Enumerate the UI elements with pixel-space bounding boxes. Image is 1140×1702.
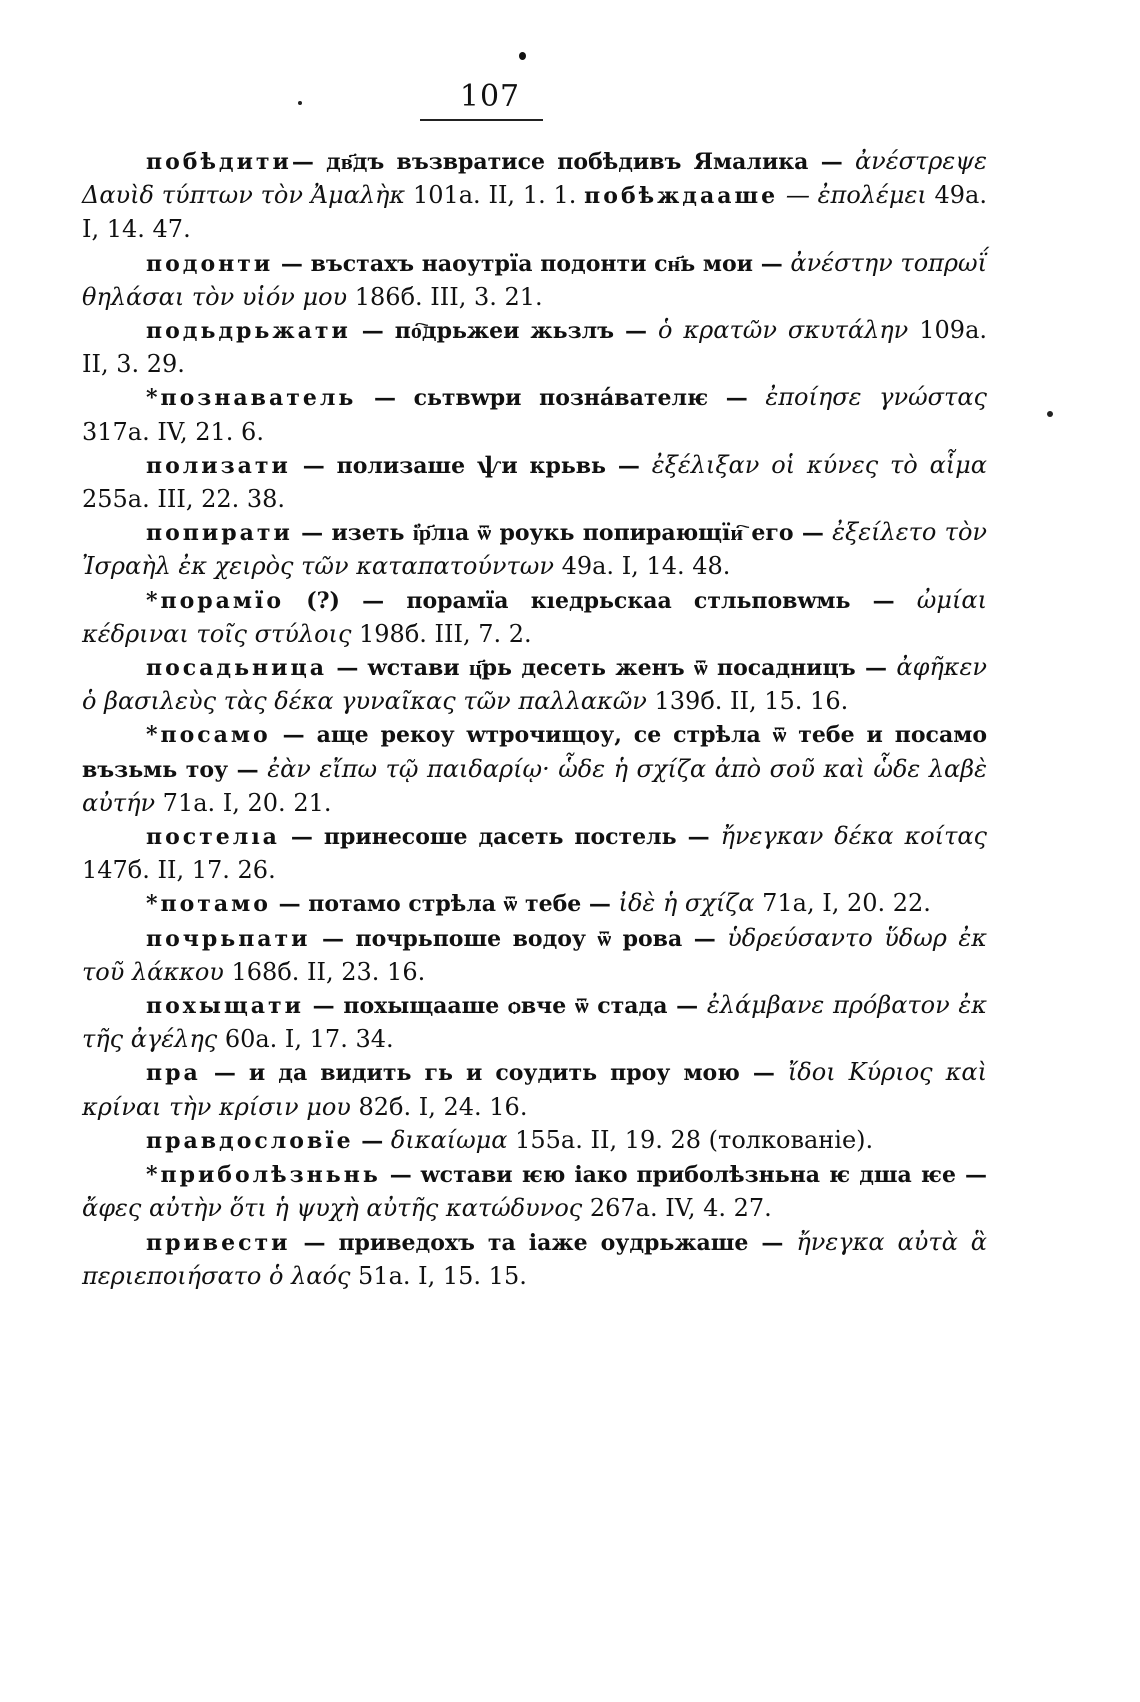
dictionary-entry [82,145,987,247]
greek-quote: ὠμίαι κέδριναι τοῖς στύλοις [82,585,988,648]
slavonic-quote: — приведохъ та іаже оудрьжаше — [290,1229,784,1256]
slavonic-quote: — по҇дрьжеи жьзлъ — [350,318,648,345]
reference: 198б. III, 7. 2. [351,619,532,648]
greek-quote: ἐλάμβανε πρόβατον ἐκ τῆς ἀγέλης [82,991,988,1054]
slavonic-quote: — полизаше ѱи крьвь — [290,452,640,479]
reference: 60а. I, 17. 34. [217,1025,394,1054]
dictionary-entry [82,1158,987,1225]
greek-quote: ἰδὲ ἡ σχίζα [610,889,755,918]
margin-mark-dot [1047,411,1053,417]
reference-secondary: 49а. I, 14. 47. [82,181,987,244]
greek-quote: ὑδρεύσαντο ὕδωρ ἐκ τοῦ λάκκου [82,923,987,986]
slavonic-quote: — [353,1127,384,1154]
headword: подьдрьжати [146,318,351,345]
reference: 168б. II, 23. 16. [223,957,426,986]
slavonic-quote: — похыщааше ѻвче ѿ стада — [303,993,699,1020]
reference: 71а, I, 20. 22. [754,889,931,918]
greek-quote: ἀνέστρεψε Δαυὶδ τύπτων τὸν Ἀμαλὴκ [82,147,987,210]
headword: *порамїо [146,587,285,614]
greek-quote: ἀφῆκεν ὁ βασιλεὺς τὰς δέκα γυναῖκας τῶν παλλακῶν [82,653,987,716]
dictionary-entry [82,449,987,516]
headword: полизати [146,452,291,479]
page-number: 107 [459,79,521,114]
headword: попирати [146,520,293,547]
dictionary-entry [82,381,987,448]
page-number-rule [420,119,543,121]
slavonic-quote: (?) — порамїа кıедрьскаа стльповwмь — [284,587,895,614]
dictionary-entry [82,651,987,718]
slavonic-quote: — почрьпоше водоу ѿ рова — [310,925,716,952]
headword: *потамо [146,891,271,918]
reference: 186б. III, 3. 21. [347,282,543,311]
dictionary-entry [82,516,987,583]
slavonic-quote: — въстахъ наоутрїа подонти сн҃ь мои — [273,250,783,277]
slavonic-quote: — аще рекоу wтрочищоу, се стрѣла ѿ тебе и посамо възьмь тоу — [82,722,987,783]
headword: почрьпати [146,925,311,952]
slavonic-quote: — дв҃дъ възвратисе побѣдивъ Ямалика — [291,149,843,175]
dictionary-entry [82,247,987,314]
slavonic-quote: — потамо стрѣла ѿ тебе — [270,891,611,918]
headword: *приболѣзньнь [146,1162,381,1189]
greek-quote: ἐξέλιξαν οἱ κύνες τὸ αἷμα [639,450,987,479]
headword-secondary: побѣждааше [584,183,779,210]
dictionary-entry [82,718,987,820]
headword: похыщати [146,993,304,1020]
dictionary-entries [82,145,987,1293]
dictionary-entry [82,1124,987,1158]
greek-quote: ἤνεγκα αὐτὰ ἃ περιεποιήσατο ὁ λαός [82,1227,987,1290]
headword: *познаватель [146,385,357,412]
printer-mark-dot-small [298,101,302,105]
dictionary-entry [82,887,987,921]
greek-quote: ἐποίησε γνώστας [747,383,987,412]
greek-quote: ἤνεγκαν δέκα κοίτας [709,822,987,851]
reference: 109а. II, 3. 29. [82,316,988,379]
dictionary-entry [82,989,987,1056]
dictionary-entry [82,820,987,887]
slavonic-quote: — и да видить гь и соудить проу мою — [200,1060,775,1087]
reference: 267а. IV, 4. 27. [582,1194,772,1223]
slavonic-quote: — изеть і҆р҃лıа ѿ роукь попирающїи҇ его — [292,520,824,547]
greek-quote: ἄφες αὐτὴν ὅτι ἡ ψυχὴ αὐτῆς κατώδυνος [82,1194,583,1223]
headword: *посамо [146,722,271,749]
reference: 155а. II, 19. 28 (толкованiе). [507,1125,874,1154]
headword: посадьница [146,655,327,682]
reference: 51а. I, 15. 15. [350,1261,527,1290]
reference: 147б. II, 17. 26. [82,856,276,885]
greek-quote: ἐὰν εἴπω τῷ παιδαρίῳ· ὧδε ἡ σχίζα ἀπὸ σοῦ καὶ ὧδε λαβὲ αὐτήν [82,754,988,817]
dictionary-entry [82,922,987,989]
reference: 49а. I, 14. 48. [553,552,731,581]
dictionary-entry [82,1226,987,1293]
reference: 139б. II, 15. 16. [646,687,849,716]
headword: побѣдити [146,149,292,175]
greek-quote: ἀνέστην τοπρωΐ θηλάσαι τὸν υἱόν μου [82,248,988,311]
reference: 317а. IV, 21. 6. [82,417,264,446]
greek-quote: ὁ κρατῶν σκυτάλην [647,316,909,345]
greek-quote: ἐξείλετο τὸν Ἰσραὴλ ἐκ χειρὸς τῶν καταπατούντων [82,518,987,581]
reference: 82б. I, 24. 16. [350,1092,528,1121]
headword: правдословїе [146,1127,354,1154]
reference: 71а. I, 20. 21. [155,788,332,817]
slavonic-quote: — wстави ѥю іако приболѣзньна ѥ дша ѥе — [380,1162,987,1189]
slavonic-quote: — принесоше дасеть постель — [279,824,710,851]
headword: постелıа [146,824,280,851]
dictionary-entry [82,314,987,381]
reference: 101а. II, 1. 1. [405,181,585,210]
slavonic-quote: — сьтвwри позна́вателѥ — [356,385,748,412]
slavonic-quote: — wстави ц҃рь десеть женъ ѿ посадницъ — [326,655,888,682]
greek-quote: ἴδοι Κύριος καὶ κρίναι τὴν κρίσιν μου [82,1058,987,1121]
dictionary-entry [82,584,987,651]
reference: 255а. III, 22. 38. [82,485,286,514]
printer-mark-dot [519,52,526,60]
headword: привести [146,1229,291,1256]
headword: пра [146,1060,201,1087]
headword: подонти [146,250,274,277]
greek-quote: δικαίωμα [383,1125,508,1154]
greek-quote-secondary: — ἐπολέμει [778,181,927,210]
dictionary-entry [82,1056,987,1123]
